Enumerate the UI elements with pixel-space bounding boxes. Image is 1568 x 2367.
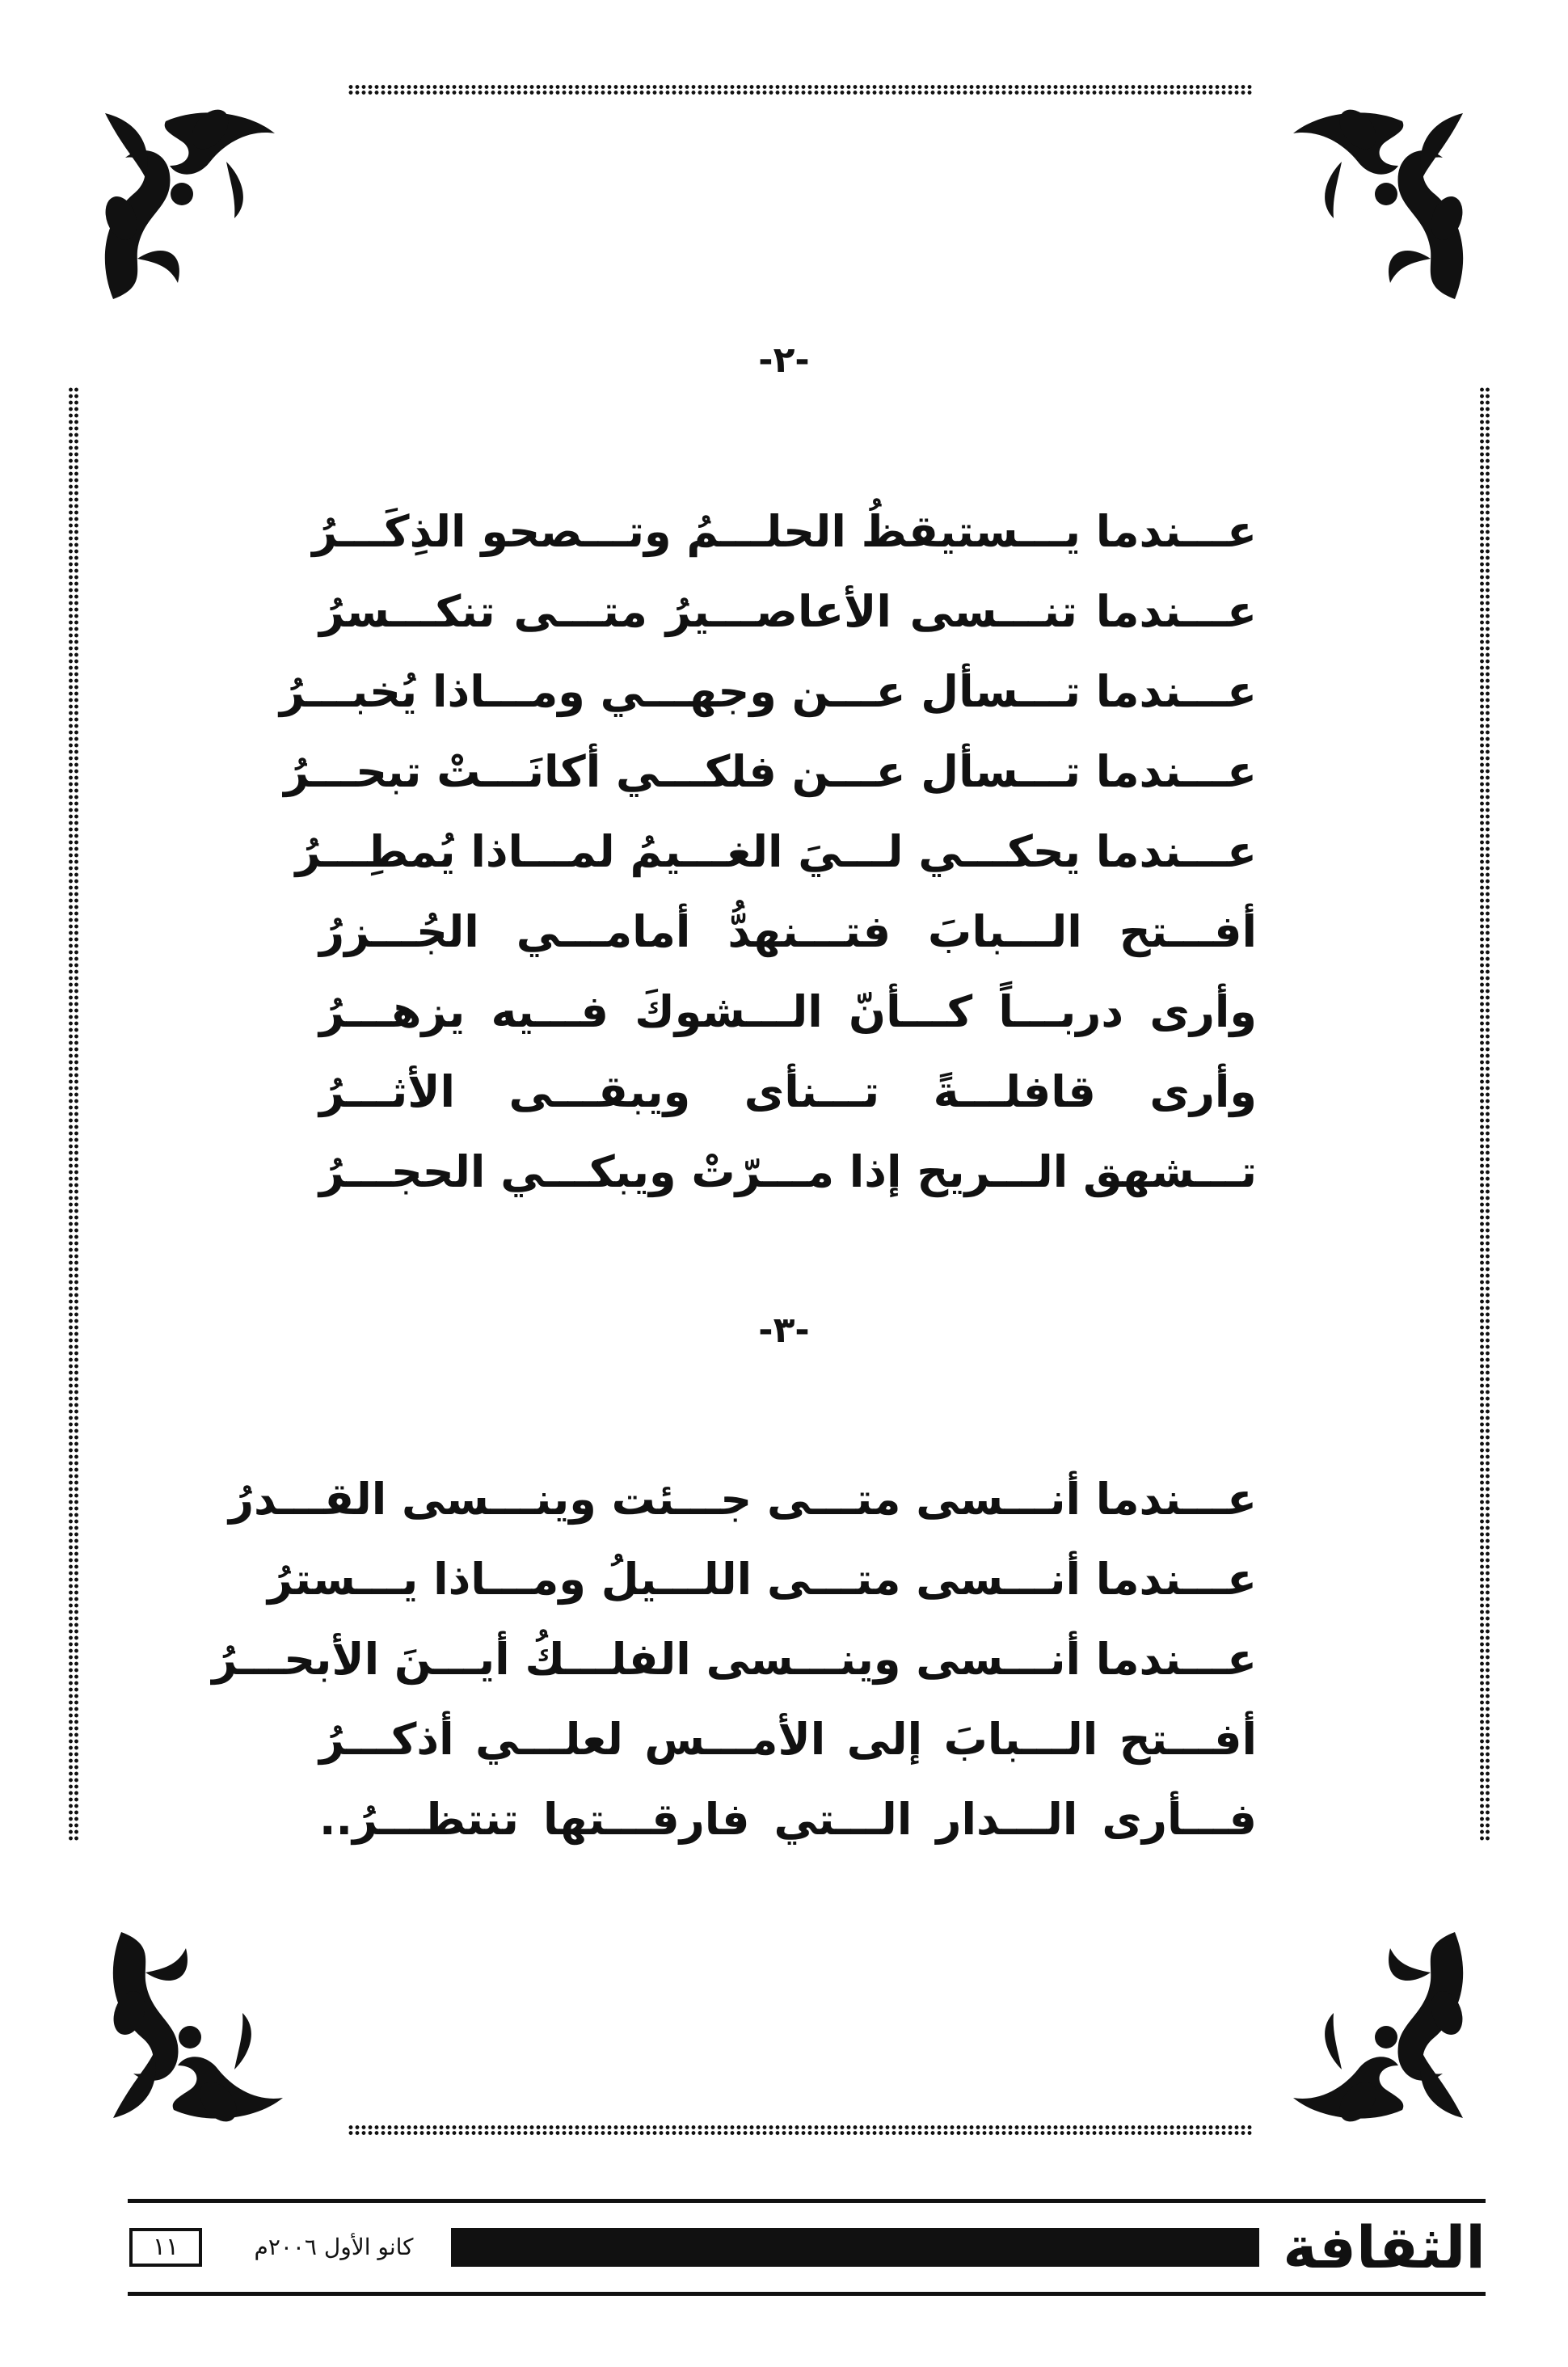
ornament-top-right-icon	[1285, 97, 1479, 307]
footer-rule-top	[128, 2199, 1486, 2203]
ornament-bottom-right-icon	[1285, 1924, 1479, 2134]
ornament-bottom-left-icon	[97, 1924, 291, 2134]
section-2-number: -٢-	[758, 340, 810, 381]
bottom-dotted-border	[348, 2124, 1253, 2136]
stanza-3	[212, 1459, 1257, 1859]
verse-line: عـــندما تـــسأل عـــن فلكـــي أكانَـــتْ تبحـــرُ	[284, 746, 1257, 797]
verse-line: أفـــتح الـــبابَ إلى الأمـــس لعلـــي أذكـــرُ	[319, 1714, 1257, 1765]
verse-line: عـــندما تـــسأل عـــن وجهـــي ومـــاذا يُخبـــرُ	[280, 666, 1257, 717]
verse-line: تـــشهق الـــريح إذا مـــرّتْ ويبكـــي الحجـــرُ	[318, 1146, 1257, 1197]
issue-date: كانو الأول ٢٠٠٦م	[254, 2234, 414, 2260]
verse-line: عـــندما يحكـــي لـــيَ الغـــيمُ لمـــاذا يُمطِـــرُ	[295, 826, 1257, 877]
ornament-top-left-icon	[89, 97, 283, 307]
verse-line: عـــندما تنـــسى الأعاصـــيرُ متـــى تنكـــسرُ	[319, 586, 1257, 637]
footer-rule-bottom	[128, 2292, 1486, 2296]
footer-bar	[451, 2228, 1259, 2267]
verse-line: عـــندما أنـــسى وينـــسى الفلـــكُ أيـــنَ الأبحـــرُ	[212, 1634, 1257, 1685]
verse-line: وأرى قافلـــةً تـــنأى ويبقـــى الأثـــرُ	[319, 1066, 1257, 1117]
top-dotted-border	[348, 84, 1253, 95]
verse-line: عـــندما أنـــسى متـــى جـــئت وينـــسى القـــدرُ	[228, 1474, 1257, 1525]
verse-line: عـــندما يـــستيقظُ الحلـــمُ وتـــصحو الذِكَـــرُ	[312, 506, 1257, 557]
magazine-logo: الثقافة	[1283, 2213, 1486, 2281]
section-3-number: -٣-	[758, 1310, 810, 1351]
verse-line: عـــندما أنـــسى متـــى اللـــيلُ ومـــاذا يـــسترُ	[268, 1554, 1257, 1605]
stanza-2	[280, 492, 1257, 1212]
verse-line: فـــأرى الـــدار الـــتي فارقـــتها تنتظـــرُ..	[319, 1794, 1257, 1845]
left-dotted-border	[68, 386, 79, 1842]
page-number: ١١	[129, 2228, 202, 2267]
right-dotted-border	[1479, 386, 1490, 1842]
page-footer	[128, 2199, 1486, 2296]
verse-line: وأرى دربـــاً كـــأنّ الـــشوكَ فـــيه يزهـــرُ	[319, 986, 1257, 1037]
verse-line: أفـــتح الـــبابَ فتـــنهدُّ أمامـــي الجُـــزرُ	[319, 906, 1257, 957]
